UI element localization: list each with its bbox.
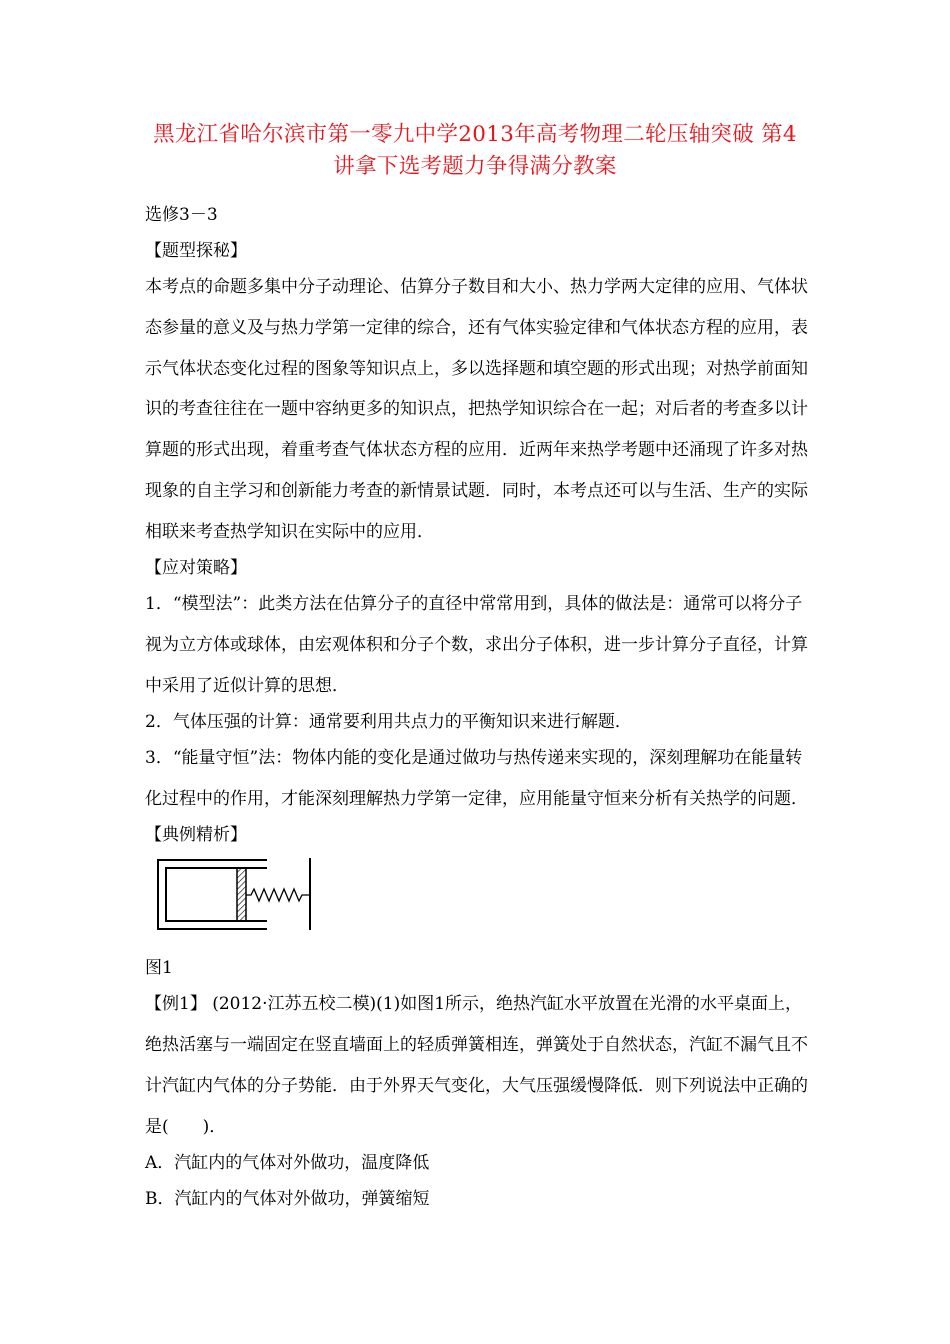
section-heading-strategy: 【应对策略】 [145, 558, 247, 578]
section-heading-exploration: 【题型探秘】 [145, 241, 247, 261]
title-line-1: 黑龙江省哈尔滨市第一零九中学2013年高考物理二轮压轴突破 第4 [153, 122, 797, 147]
example-line: 计汽缸内气体的分子势能．由于外界天气变化，大气压强缓慢降低．则下列说法中正确的 [145, 1076, 808, 1096]
strategy-line: 中采用了近似计算的思想． [145, 676, 349, 696]
cylinder-spring-figure [155, 858, 315, 933]
paragraph-line: 态参量的意义及与热力学第一定律的综合，还有气体实验定律和气体状态方程的应用，表 [145, 318, 808, 338]
paragraph-line: 相联来考查热学知识在实际中的应用． [145, 522, 434, 542]
paragraph-line: 现象的自主学习和创新能力考查的新情景试题．同时，本考点还可以与生活、生产的实际 [145, 481, 808, 501]
option-b: B．汽缸内的气体对外做功，弹簧缩短 [145, 1189, 430, 1209]
paragraph-line: 示气体状态变化过程的图象等知识点上，多以选择题和填空题的形式出现；对热学前面知 [145, 359, 808, 379]
strategy-line: 1．“模型法”：此类方法在估算分子的直径中常常用到，具体的做法是：通常可以将分子 [145, 594, 803, 614]
strategy-line: 3．“能量守恒”法：物体内能的变化是通过做功与热传递来实现的，深刻理解功在能量转 [145, 748, 803, 768]
paragraph-line: 本考点的命题多集中分子动理论、估算分子数目和大小、热力学两大定律的应用、气体状 [145, 277, 808, 297]
document-title [120, 119, 830, 183]
strategy-line: 2．气体压强的计算：通常要利用共点力的平衡知识来进行解题． [145, 712, 632, 732]
paragraph-line: 识的考查往往在一题中容纳更多的知识点，把热学知识综合在一起；对后者的考查多以计 [145, 399, 808, 419]
module-label: 选修3－3 [145, 205, 218, 225]
figure-caption: 图1 [145, 958, 173, 978]
example-line: 【例1】 (2012·江苏五校二模)(1)如图1所示，绝热汽缸水平放置在光滑的水平桌面上， [145, 994, 803, 1014]
spring [246, 889, 310, 901]
section-heading-examples: 【典例精析】 [145, 825, 247, 845]
strategy-line: 化过程中的作用，才能深刻理解热力学第一定律，应用能量守恒来分析有关热学的问题． [145, 789, 808, 809]
title-line-2: 讲拿下选考题力争得满分教案 [333, 154, 617, 179]
example-line: 绝热活塞与一端固定在竖直墙面上的轻质弹簧相连，弹簧处于自然状态，汽缸不漏气且不 [145, 1035, 808, 1055]
paragraph-line: 算题的形式出现，着重考查气体状态方程的应用．近两年来热学考题中还涌现了许多对热 [145, 440, 808, 460]
option-a: A．汽缸内的气体对外做功，温度降低 [145, 1153, 430, 1173]
piston [237, 868, 246, 921]
example-line: 是( )． [145, 1117, 227, 1137]
strategy-line: 视为立方体或球体，由宏观体积和分子个数，求出分子体积，进一步计算分子直径，计算 [145, 635, 808, 655]
